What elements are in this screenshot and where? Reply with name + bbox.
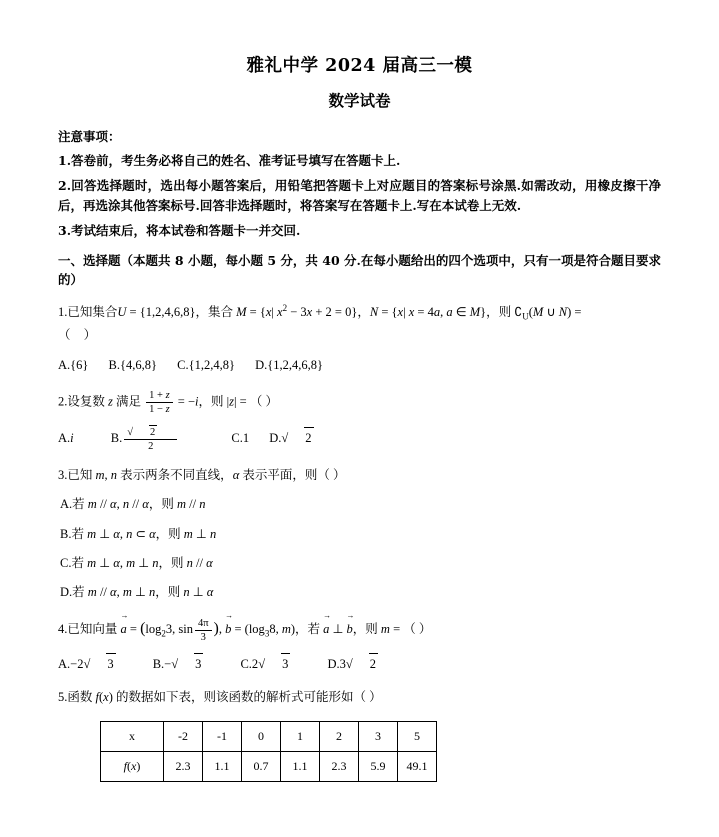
option-2-a[interactable]: A.i	[58, 430, 74, 445]
notice-heading: 注意事项：	[58, 129, 121, 144]
page-subtitle: 数学试卷	[328, 91, 391, 110]
question-5: 5.函数 f(x) 的数据如下表，则该函数的解析式可能形如（ ）	[58, 690, 382, 705]
option-3-a[interactable]: A.若 m // α, n // α，则 m // n	[60, 497, 206, 512]
table-cell-x-0: -2	[164, 721, 203, 751]
notice-item-2: 2.回答选择题时，选出每小题答案后，用铅笔把答题卡上对应题目的答案标号涂黑.如需改动，用橡皮擦干净后，再选涂其他答案标号.回答非选择题时，将答案写在答题卡上.写在本试卷上无效.	[58, 178, 661, 213]
notice-item-3: 3.考试结束后，将本试卷和答题卡一并交回.	[58, 223, 301, 239]
question-1-stem-prefix: 已知集合	[67, 305, 118, 320]
table-cell-x-6: 5	[398, 721, 437, 751]
notice-item-1: 1.答卷前，考生务必将自己的姓名、准考证号填写在答题卡上.	[58, 153, 401, 168]
table-cell-fx-6: 49.1	[398, 751, 437, 781]
table-row-x	[101, 721, 437, 751]
question-3-number: 3.	[58, 468, 68, 483]
question-4: 4.已知向量 a → = ($\log_23$, sin $\frac{4\pi}{3}$ ), b → = ($\log_38$, m)，若 a → ⊥ b →，则 m = （ ）	[58, 615, 661, 644]
option-4-c[interactable]: C.2√ 3	[240, 657, 307, 671]
option-1-a[interactable]: A.{6}	[58, 358, 89, 373]
table-cell-fx-1: 1.1	[203, 751, 242, 781]
page-title: 雅礼中学 2024 届高三一模	[246, 56, 473, 76]
option-1-b[interactable]: B.{4,6,8}	[108, 358, 157, 373]
question-3: 3.已知 m, n 表示两条不同直线，α 表示平面，则（ ）	[58, 468, 346, 483]
table-cell-fx-2: 0.7	[242, 751, 281, 781]
table-row-label-x: x	[101, 721, 164, 751]
question-1-number: 1.	[58, 305, 68, 320]
question-2: 2.设复数 z 满足 $\frac{1 + z}{1 - z}$ = −i，则 |z| = （ ）	[58, 389, 278, 415]
option-2-c[interactable]: C.1	[231, 430, 250, 445]
option-4-d[interactable]: D.3√ 2	[327, 657, 395, 671]
table-cell-x-1: -1	[203, 721, 242, 751]
option-3-b[interactable]: B.若 m ⊥ α, n ⊂ α，则 m ⊥ n	[60, 526, 217, 541]
option-2-d[interactable]: D.√ 2	[269, 431, 330, 445]
table-cell-fx-5: 5.9	[359, 751, 398, 781]
table-cell-fx-0: 2.3	[164, 751, 203, 781]
table-cell-x-2: 0	[242, 721, 281, 751]
question-2-options	[58, 425, 661, 453]
question-5-number: 5.	[58, 690, 68, 705]
question-4-number: 4.	[58, 622, 68, 637]
section-heading-choice: 一、选择题（本题共 8 小题，每小题 5 分，共 40 分.在每小题给出的四个选项中，只有一项是符合题目要求的）	[58, 252, 661, 287]
table-cell-fx-4: 2.3	[320, 751, 359, 781]
table-row-label-fx: f(x)	[101, 751, 164, 781]
question-4-options	[58, 653, 661, 675]
option-4-b[interactable]: B.−√ 3	[153, 657, 221, 671]
fraction-z: $\frac{1 + z}{1 - z}$	[146, 389, 173, 416]
function-data-table	[100, 721, 437, 782]
option-3-d[interactable]: D.若 m // α, m ⊥ n，则 n ⊥ α	[60, 585, 214, 600]
option-4-a[interactable]: A.−2√ 3	[58, 657, 133, 671]
option-1-d[interactable]: D.{1,2,4,6,8}	[255, 358, 323, 373]
question-1-options	[58, 355, 661, 376]
option-3-c[interactable]: C.若 m ⊥ α, m ⊥ n，则 n // α	[60, 555, 213, 570]
table-cell-x-4: 2	[320, 721, 359, 751]
table-cell-fx-3: 1.1	[281, 751, 320, 781]
question-2-number: 2.	[58, 394, 68, 409]
option-1-c[interactable]: C.{1,2,4,8}	[177, 358, 235, 373]
question-1: 1.已知集合U = {1,2,4,6,8}，集合 M = {x| $x^2 - 3x + 2 = 0$}，N = {x| x = 4a, a ∈ M}，则 $∁_U(M$ ∪ N) = （ ）	[58, 303, 582, 343]
table-row-fx	[101, 751, 437, 781]
table-cell-x-3: 1	[281, 721, 320, 751]
option-2-b[interactable]: B. $\frac{√ 2}{2}$	[111, 431, 211, 445]
table-cell-x-5: 3	[359, 721, 398, 751]
